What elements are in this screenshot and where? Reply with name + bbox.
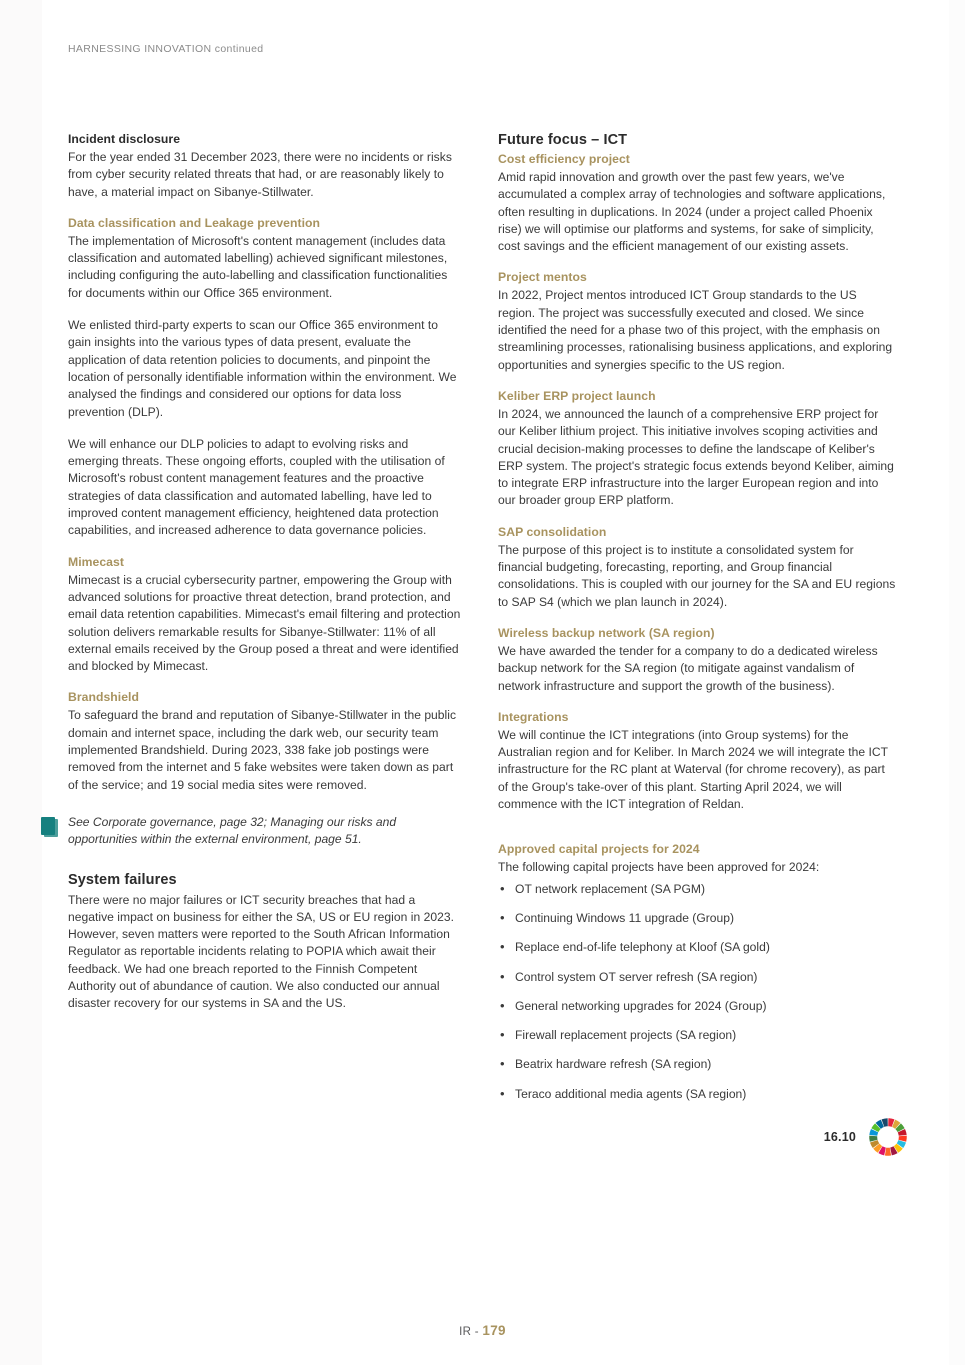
- running-head: [68, 43, 263, 55]
- page-reference-icon: [41, 817, 59, 838]
- heading-incident-disclosure: Incident disclosure: [68, 132, 181, 146]
- heading-future-focus-ict: Future focus – ICT: [498, 132, 628, 148]
- left-edge-band: [0, 0, 42, 1365]
- paragraph-mimecast: Mimecast is a crucial cybersecurity partner, empowering the Group with advanced solutions for proactive threat detection, brand protection, and email data retention capabilities. Mimecast's email filtering and protection solution delivers remarkable results for Sibanye-Stillwater: 11% of all external emails received by the Group posed a threat and were identified and blocked by Mimecast.: [68, 572, 461, 674]
- heading-cost-efficiency-project: Cost efficiency project: [498, 152, 630, 166]
- footer-prefix: IR -: [459, 1326, 479, 1338]
- heading-brandshield: Brandshield: [68, 690, 139, 705]
- heading-project-mentos: Project mentos: [498, 270, 587, 285]
- paragraph-data-classification-3: We will enhance our DLP policies to adapt to evolving risks and emerging threats. These ongoing efforts, coupled with the utilisation of Microsoft's robust content management features and the proactive strategies of data classification and automated labelling, have led to improved content management efficiency, heightened data protection capabilities, and increased adherence to data governance policies.: [68, 436, 445, 538]
- approved-capital-projects-list: [498, 881, 896, 1103]
- heading-keliber-erp-project-launch: Keliber ERP project launch: [498, 388, 656, 403]
- cross-reference-block[interactable]: [41, 814, 461, 849]
- heading-data-classification: Data classification and Leakage prevention: [68, 215, 321, 230]
- list-item: • OT network replacement (SA PGM): [498, 881, 896, 898]
- heading-system-failures: System failures: [68, 871, 177, 888]
- spacer: [498, 828, 896, 842]
- paragraph-data-classification-2: We enlisted third-party experts to scan our Office 365 environment to gain insights into the various types of data present, evaluate the application of data retention policies to documents, and pinpoint the location of personally identifiable information within the environment. We analysed the findings and considered our options for data loss prevention (DLP).: [68, 318, 457, 419]
- list-item: • Replace end-of-life telephony at Kloof (SA gold): [498, 939, 896, 956]
- paragraph-keliber-erp-project-launch: In 2024, we announced the launch of a comprehensive ERP project for our Keliber lithium project. This initiative involves scoping activities and crucial decision-making processes to define the landscape of Keliber's ERP system. The project's strategic focus extends beyond Keliber, aiming to integrate ERP infrastructure into the larger European region and into our broader group ERP platform.: [498, 406, 894, 508]
- paragraph-project-mentos: In 2022, Project mentos introduced ICT Group standards to the US region. The project was successfully executed and closed. We since identified the need for a phase two of this project, with the emphasis on streamlining processes, rationalising business applications, and exploring opportunities and synergies specific to the US region.: [498, 288, 893, 372]
- list-item: • Continuing Windows 11 upgrade (Group): [498, 910, 896, 927]
- list-item: • Beatrix hardware refresh (SA region): [498, 1056, 896, 1073]
- paragraph-wireless-backup-network: We have awarded the tender for a company to do a dedicated wireless backup network for the SA region (to mitigate against vandalism of network infrastructure and support the growth of the business).: [498, 643, 878, 693]
- list-item: • Control system OT server refresh (SA region): [498, 969, 896, 986]
- paragraph-sap-consolidation: The purpose of this project is to institute a consolidated system for financial budgeting, forecasting, reporting, and Group financial consolidations. This is coupled with our journey for the SA and EU regions to SAP S4 (which we plan launch in 2024).: [498, 542, 896, 609]
- left-column: [68, 132, 461, 1115]
- running-head-title: HARNESSING INNOVATION: [68, 43, 212, 55]
- list-item: • Teraco additional media agents (SA region): [498, 1086, 896, 1103]
- cross-reference-text: See Corporate governance, page 32; Managing our risks and opportunities within the external environment, page 51.: [68, 814, 397, 847]
- paragraph-system-failures: There were no major failures or ICT security breaches that had a negative impact on business for either the SA, US or EU region in 2023. However, seven matters were reported to the South African Information Regulator as reportable incidents relating to POPIA which await their feedback. We had one breach reported to the Finnish Competent Authority out of abundance of caution. We also conducted our annual disaster recovery for our systems in SA and the US.: [68, 892, 454, 1011]
- footer-page-number: 179: [482, 1323, 506, 1338]
- heading-integrations: Integrations: [498, 709, 569, 724]
- paragraph-incident-disclosure: For the year ended 31 December 2023, there were no incidents or risks from cyber security related threats that had, or are reasonably likely to have, a material impact on Sibanye-Stillwater.: [68, 150, 452, 199]
- paragraph-integrations: We will continue the ICT integrations (into Group systems) for the Australian region and for Keliber. In March 2024 we will integrate the ICT infrastructure for the RC plant at Waterval (for chrome recovery), as part of the Group's take-over of this plant. Starting April 2024, we will commence with the ICT integration of Reldan.: [498, 727, 888, 812]
- paragraph-brandshield: To safeguard the brand and reputation of Sibanye-Stillwater in the public domain and internet space, including the dark web, our security team implemented Brandshield. During 2023, 338 fake job postings were removed from the internet and 5 fake websites were taken down as part of the service; and 19 social media sites were removed.: [68, 708, 457, 792]
- right-column: [498, 132, 896, 1115]
- heading-approved-capital-projects: Approved capital projects for 2024: [498, 842, 700, 857]
- list-item: • Firewall replacement projects (SA region): [498, 1027, 896, 1044]
- two-column-body: [68, 132, 896, 1115]
- heading-mimecast: Mimecast: [68, 554, 124, 569]
- right-edge-band: [949, 0, 965, 1365]
- list-item: • General networking upgrades for 2024 (Group): [498, 998, 896, 1015]
- page-footer: [0, 1323, 965, 1338]
- sdg-badge: [824, 1117, 908, 1157]
- sdg-wheel-icon: [868, 1117, 908, 1157]
- paragraph-approved-capital-intro: The following capital projects have been approved for 2024:: [498, 860, 820, 875]
- heading-wireless-backup-network: Wireless backup network (SA region): [498, 625, 715, 640]
- heading-sap-consolidation: SAP consolidation: [498, 524, 607, 539]
- spacer: [68, 794, 461, 808]
- paragraph-data-classification-1: The implementation of Microsoft's content management (includes data classification and automated labelling) achieved significant milestones, including configuring the auto-labelling and classification functionalities for documents within our Office 365 environment.: [68, 233, 448, 300]
- paragraph-cost-efficiency-project: Amid rapid innovation and growth over the past few years, we've accumulated a complex array of technologies and software applications, often resulting in duplications. In 2024 (under a project called Phoenix rise) we will optimise our platforms and systems, for sake of simplicity, cost savings and the efficient management of our existing assets.: [498, 170, 886, 254]
- sdg-badge-label: 16.10: [823, 1130, 856, 1144]
- running-head-continued: continued: [214, 43, 264, 55]
- spacer: [68, 849, 461, 872]
